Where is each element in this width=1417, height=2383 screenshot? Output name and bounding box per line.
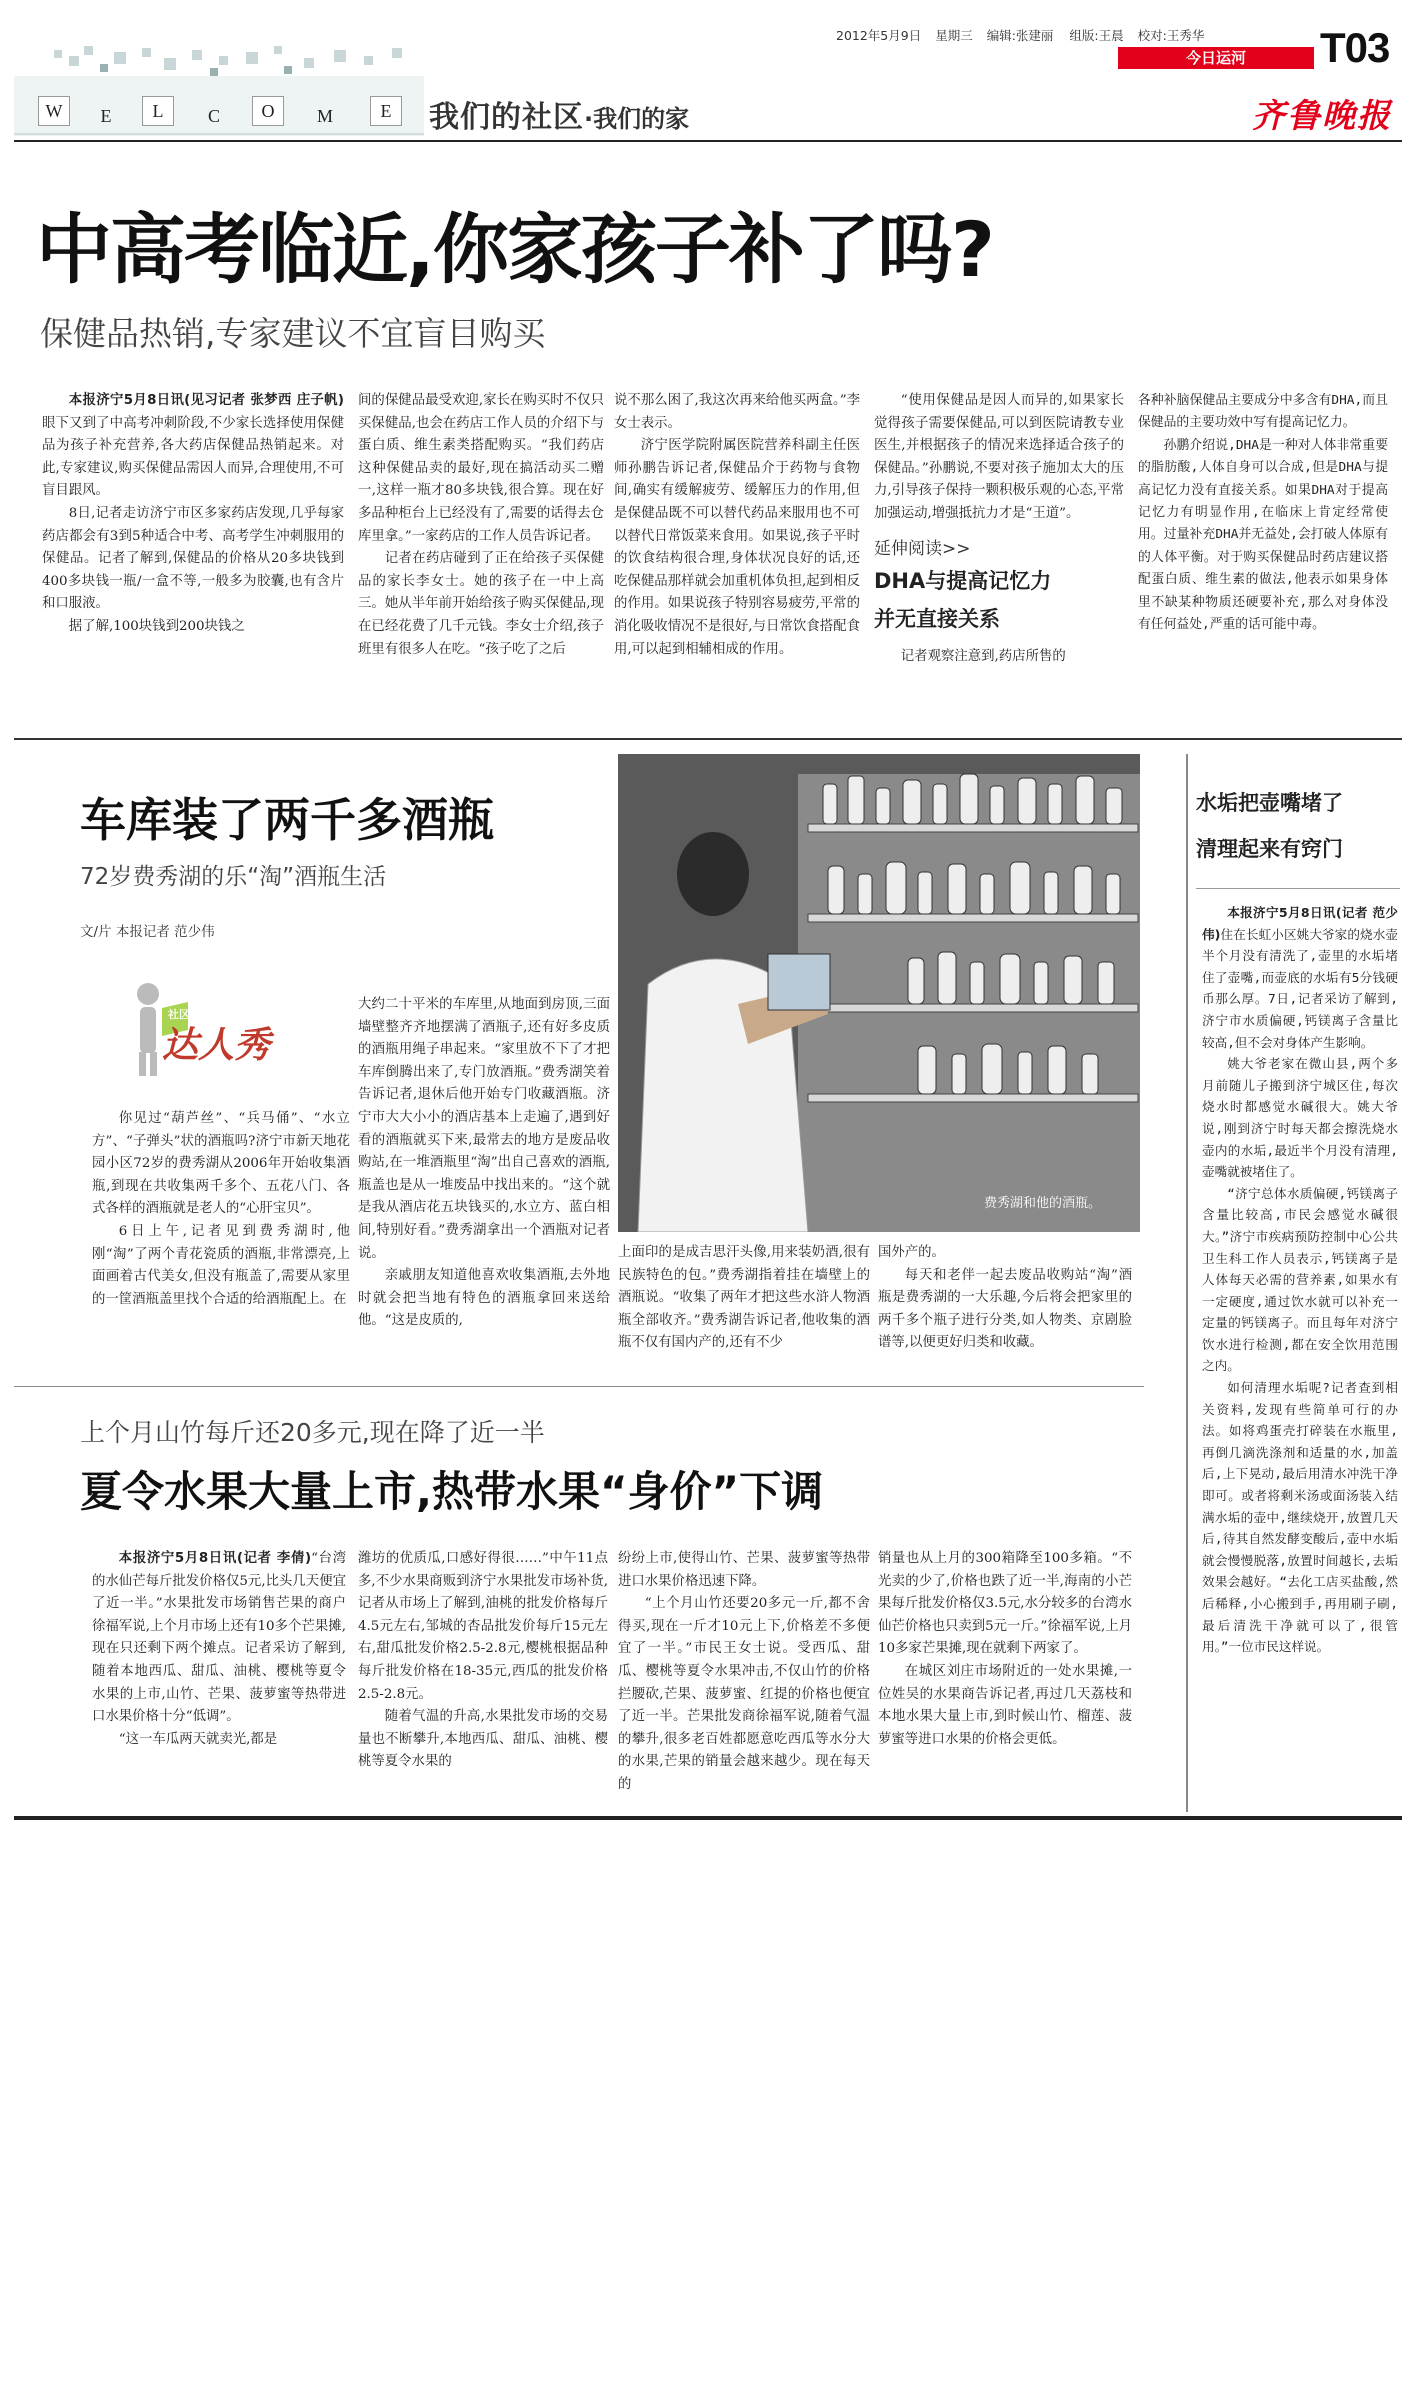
- article2-paragraph: 亲戚朋友知道他喜欢收集酒瓶,去外地时就会把当地有特色的酒瓶拿回来送给他。“这是皮质的,: [358, 1268, 610, 1329]
- article2-paragraph: 每天和老伴一起去废品收购站“淘”酒瓶是费秀湖的一大乐趣,今后将会把家里的两千多个瓶子进行分类,如人物类、京剧脸谱等,以便更好归类和收藏。: [878, 1267, 1132, 1351]
- header-info-line: [836, 26, 1326, 42]
- article3-paragraph: 潍坊的优质瓜,口感好得很……”中午11点多,不少水果商贩到济宁水果批发市场补货,记者从市场上了解到,油桃的批发价格每斤4.5元左右,邹城的杏品批发价每斤15元左右,甜瓜批发价格2.5-2.8元,樱桃根据品种每斤批发价格在18-35元,西瓜的批发价格2.5-2.8元。: [358, 1551, 608, 1702]
- article2-column-3: [618, 1242, 870, 1368]
- extended-reading-label: 延伸阅读>>: [874, 538, 971, 559]
- community-talent-badge: [128, 980, 298, 1080]
- article1-column-1: [42, 390, 344, 730]
- article3-column-4: [878, 1548, 1132, 1808]
- page-number: T03: [1320, 24, 1390, 71]
- article1-column-4: [874, 390, 1124, 730]
- photo-caption: 费秀湖和他的酒瓶。: [984, 1196, 1102, 1211]
- newspaper-logo: 齐鲁晚报: [1252, 96, 1392, 135]
- article2-paragraph: 大约二十平米的车库里,从地面到房顶,三面墙壁整齐齐地摆满了酒瓶子,还有好多皮质的酒瓶用绳子串起来。“家里放不下了才把车库倒腾出来了,专门放酒瓶。”费秀湖笑着告诉记者,退休后他开始专门收藏酒瓶。济宁市大大小小的酒店基本上走遍了,遇到好看的酒瓶就买下来,最常去的地方是废品收购站,在一堆酒瓶里“淘”出自己喜欢的酒瓶,瓶盖也是从一堆废品中找出来的。“这个就是我从酒店花五块钱买的,水立方、蓝白相间,特别好看。”费秀湖拿出一个酒瓶对记者说。: [358, 997, 610, 1261]
- article1-paragraph: 据了解,100块钱到200块钱之: [68, 618, 245, 634]
- article3-paragraph: 纷纷上市,使得山竹、芒果、菠萝蜜等热带进口水果价格迅速下降。: [618, 1551, 870, 1589]
- article2-column-1: [92, 1108, 350, 1368]
- sidebar-body: [1202, 902, 1398, 1807]
- article1-paragraph: 记者在药店碰到了正在给孩子买保健品的家长李女士。她的孩子在一中上高三。她从半年前开始给孩子购买保健品,现在已经花费了几千元钱。李女士介绍,孩子班里有很多人在吃。“孩子吃了之后: [358, 551, 604, 657]
- issue-weekday: 星期三: [935, 28, 973, 43]
- article3-column-1: [92, 1548, 346, 1808]
- welcome-letter: E: [370, 96, 402, 126]
- photo-illustration: [618, 754, 1140, 1232]
- article2-photo: [618, 754, 1140, 1232]
- article3-column-3: [618, 1548, 870, 1808]
- article3-paragraph: “上个月山竹还要20多元一斤,都不舍得买,现在一斤才10元上下,价格差不多便宜了一半。”市民王女士说。受西瓜、甜瓜、樱桃等夏令水果冲击,不仅山竹的价格拦腰砍,芒果、菠萝蜜、红提的价格也便宜了近一半。芒果批发商徐福军说,随着气温的攀升,很多老百姓都愿意吃西瓜等水分大的水果,芒果的销量会越来越少。现在每天的: [618, 1596, 870, 1792]
- article1-byline: 本报济宁5月8日讯(见习记者 张梦西 庄子帆): [68, 393, 344, 408]
- article3-headline: 夏令水果大量上市,热带水果“身价”下调: [80, 1467, 824, 1516]
- article1-paragraph: 说不那么困了,我这次再来给他买两盒。”李女士表示。: [614, 393, 860, 431]
- welcome-letter: W: [38, 96, 70, 126]
- article1-paragraph: 记者观察注意到,药店所售的: [900, 648, 1066, 664]
- article1-paragraph: 眼下又到了中高考冲刺阶段,不少家长选择使用保健品为孩子补充营养,各大药店保健品热销起来。对此,专家建议,购买保健品需因人而异,合理使用,不可盲目跟风。: [42, 415, 344, 499]
- article2-bottom-rule: [14, 1386, 1144, 1387]
- sidebar-paragraph: “济宁总体水质偏硬,钙镁离子含量比较高,市民会感觉水碱很大。”济宁市疾病预防控制中心公共卫生科工作人员表示,钙镁离子是人体每天必需的营养素,如果水有一定硬度,通过饮水就可以补充一定量的钙镁离子。而且每年对济宁饮水进行检测,都在安全饮用范围之内。: [1202, 1185, 1398, 1374]
- badge-small-label: 社区: [168, 1008, 190, 1021]
- sidebar-byline: 本报济宁5月8日讯(记者 范少伟): [1202, 905, 1398, 942]
- article1-column-2: [358, 390, 604, 730]
- sidebar-title-line: 清理起来有窍门: [1196, 837, 1343, 861]
- sidebar-title: [1196, 780, 1400, 872]
- welcome-letters: [20, 90, 425, 126]
- column-title-main: 我们的社区: [429, 100, 584, 135]
- sidebar-paragraph: 如何清理水垢呢?记者查到相关资料,发现有些简单可行的办法。如将鸡蛋壳打碎装在水瓶里,再倒几滴洗涤剂和适量的水,加盖后,上下晃动,最后用清水冲洗干净即可。或者将剩米汤或面汤装入结满水垢的壶中,继续烧开,放置几天后,待其自然发酵变酸后,壶中水垢就会慢慢脱落,放置时间越长,去垢效果会越好。“去化工店买盐酸,然后稀释,小心搬到手,再用刷子刷,最后清洗干净就可以了,很管用。”一位市民这样说。: [1202, 1380, 1398, 1655]
- article1-paragraph: 8日,记者走访济宁市区多家药店发现,几乎每家药店都会有3到5种适合中考、高考学生冲刺服用的保健品。记者了解到,保健品的价格从20多块钱到400多块钱一瓶/一盒不等,一般多为胶囊,也有含片和口服液。: [42, 505, 344, 612]
- article1-paragraph: 各种补脑保健品主要成分中多含有DHA,而且保健品的主要功效中写有提高记忆力。: [1138, 393, 1388, 431]
- sidebar-title-rule: [1196, 888, 1400, 889]
- article1-subheadline: 保健品热销,专家建议不宜盲目购买: [40, 314, 546, 353]
- article1-paragraph: “使用保健品是因人而异的,如果家长觉得孩子需要保健品,可以到医院请教专业医生,并根据孩子的情况来选择适合孩子的保健品。”孙鹏说,不要对孩子施加太大的压力,引导孩子保持一颗积极乐观的心态,平常加强运动,增强抵抗力才是“王道”。: [874, 393, 1124, 521]
- article1-headline: 中高考临近,你家孩子补了吗?: [36, 205, 993, 294]
- article2-column-4: [878, 1242, 1132, 1368]
- article1-column-3: [614, 390, 860, 730]
- article1-column-5: [1138, 390, 1388, 730]
- welcome-letter: L: [142, 96, 174, 126]
- article2-paragraph: 国外产的。: [878, 1245, 945, 1260]
- article3-paragraph: “这一车瓜两天就卖光,都是: [118, 1731, 278, 1747]
- welcome-letter: O: [252, 96, 284, 126]
- header-rule: [14, 140, 1402, 142]
- extended-reading-title: 并无直接关系: [874, 606, 1000, 631]
- article2-byline: 文/片 本报记者 范少伟: [80, 924, 215, 940]
- sidebar-title-line: 水垢把壶嘴堵了: [1196, 791, 1343, 815]
- article3-paragraph: 在城区刘庄市场附近的一处水果摊,一位姓吴的水果商告诉记者,再过几天荔枝和本地水果大量上市,到时候山竹、榴莲、菠萝蜜等进口水果的价格会更低。: [878, 1663, 1132, 1747]
- article2-column-2: [358, 994, 610, 1368]
- article2-headline: 车库装了两千多酒瓶: [80, 793, 494, 847]
- article1-bottom-rule: [14, 738, 1402, 740]
- editor-credit: 编辑:张建丽: [986, 28, 1054, 43]
- welcome-letter: E: [100, 106, 112, 126]
- article2-paragraph: 你见过“葫芦丝”、“兵马俑”、“水立方”、“子弹头”状的酒瓶吗?济宁市新天地花园小区72岁的费秀湖从2006年开始收集酒瓶,到现在共收集两千多个、五花八门、各式各样的酒瓶就是老人的“心肝宝贝”。: [92, 1111, 350, 1217]
- article3-kicker: 上个月山竹每斤还20多元,现在降了近一半: [80, 1418, 545, 1447]
- issue-date: 2012年5月9日: [836, 28, 922, 43]
- column-title: [429, 92, 729, 135]
- column-title-sub: ·我们的家: [584, 105, 690, 133]
- designer-credit: 组版:王晨: [1069, 28, 1124, 43]
- article1-paragraph: 济宁医学院附属医院营养科副主任医师孙鹏告诉记者,保健品介于药物与食物间,确实有缓解疲劳、缓解压力的作用,但是保健品既不可以替代药品来服用也不可以替代日常饭菜来食用。如果说,孩子平时的饮食结构很合理,身体状况良好的话,还吃保健品那样就会加重机体负担,起到相反的作用。如果说孩子特别容易疲劳,平常的消化吸收情况不是很好,与日常饮食搭配食用,可以起到相辅相成的作用。: [614, 438, 860, 657]
- sidebar-paragraph: 住在长虹小区姚大爷家的烧水壶半个月没有清洗了,壶里的水垢堵住了壶嘴,而壶底的水垢有5分钱硬币那么厚。7日,记者采访了解到,济宁市水质偏硬,钙镁离子含量比较高,但不会对身体产生影响。: [1202, 926, 1398, 1050]
- article1-paragraph: 间的保健品最受欢迎,家长在购买时不仅只买保健品,也会在药店工作人员的介绍下与蛋白质、维生素类搭配购买。“我们药店这种保健品卖的最好,现在搞活动买二赠一,这样一瓶才80多块钱,很合算。现在好多品种柜台上已经没有了,需要的话得去仓库里拿。”一家药店的工作人员告诉记者。: [358, 393, 604, 544]
- section-tag: 今日运河: [1118, 47, 1314, 69]
- welcome-letter: M: [316, 106, 333, 126]
- welcome-letter: C: [207, 106, 220, 126]
- article3-byline: 本报济宁5月8日讯(记者 李倩): [118, 1551, 312, 1566]
- article2-paragraph: 上面印的是成吉思汗头像,用来装奶酒,很有民族特色的包。”费秀湖指着挂在墙壁上的酒瓶说。“收集了两年才把这些水浒人物酒瓶全部收齐。”费秀湖告诉记者,他收集的酒瓶不仅有国内产的,还有不少: [618, 1245, 870, 1351]
- article3-paragraph: 随着气温的升高,水果批发市场的交易量也不断攀升,本地西瓜、甜瓜、油桃、樱桃等夏令水果的: [358, 1709, 608, 1770]
- article3-paragraph: 销量也从上月的300箱降至100多箱。“不光卖的少了,价格也跌了近一半,海南的小芒果每斤批发价格仅3.5元,水分较多的台湾水仙芒价格也只卖到5元一斤。”徐福军说,上月10多家芒果摊,现在就剩下两家了。: [878, 1551, 1132, 1657]
- extended-reading-title: DHA与提高记忆力: [874, 568, 1052, 593]
- article2-paragraph: 6日上午,记者见到费秀湖时,他刚“淘”了两个青花瓷质的酒瓶,非常漂亮,上面画着古代美女,但没有瓶盖了,需要从家里的一筐酒瓶盖里找个合适的给酒瓶配上。在: [92, 1223, 350, 1307]
- proofreader-credit: 校对:王秀华: [1137, 28, 1205, 43]
- badge-big-label: 达人秀: [162, 1025, 271, 1066]
- article3-paragraph: “台湾的水仙芒每斤批发价格仅5元,比头几天便宜了近一半。”水果批发市场销售芒果的商户徐福军说,上个月市场上还有10多个芒果摊,现在只还剩下两个摊点。记者采访了解到,随着本地西瓜、甜瓜、油桃、樱桃等夏令水果的上市,山竹、芒果、菠萝蜜等热带进口水果价格十分“低调”。: [92, 1551, 346, 1725]
- sidebar-paragraph: 姚大爷老家在微山县,两个多月前随儿子搬到济宁城区住,每次烧水时都感觉水碱很大。姚大爷说,刚到济宁时每天都会擦洗烧水壶内的水垢,最近半个月没有清理,壶嘴就被堵住了。: [1202, 1056, 1398, 1180]
- article3-column-2: [358, 1548, 608, 1808]
- article2-subheadline: 72岁费秀湖的乐“淘”酒瓶生活: [80, 864, 387, 890]
- page-bottom-rule: [14, 1816, 1402, 1820]
- article1-paragraph: 孙鹏介绍说,DHA是一种对人体非常重要的脂肪酸,人体自身可以合成,但是DHA与提高记忆力没有直接关系。如果DHA对于提高记忆力有明显作用,在临床上肯定经常使用。过量补充DHA并无益处,会打破人体原有的人体平衡。对于购买保健品时药店建议搭配蛋白质、维生素的做法,他表示如果身体里不缺某种物质还硬要补充,那么对身体没有任何益处,严重的话可能中毒。: [1138, 437, 1388, 633]
